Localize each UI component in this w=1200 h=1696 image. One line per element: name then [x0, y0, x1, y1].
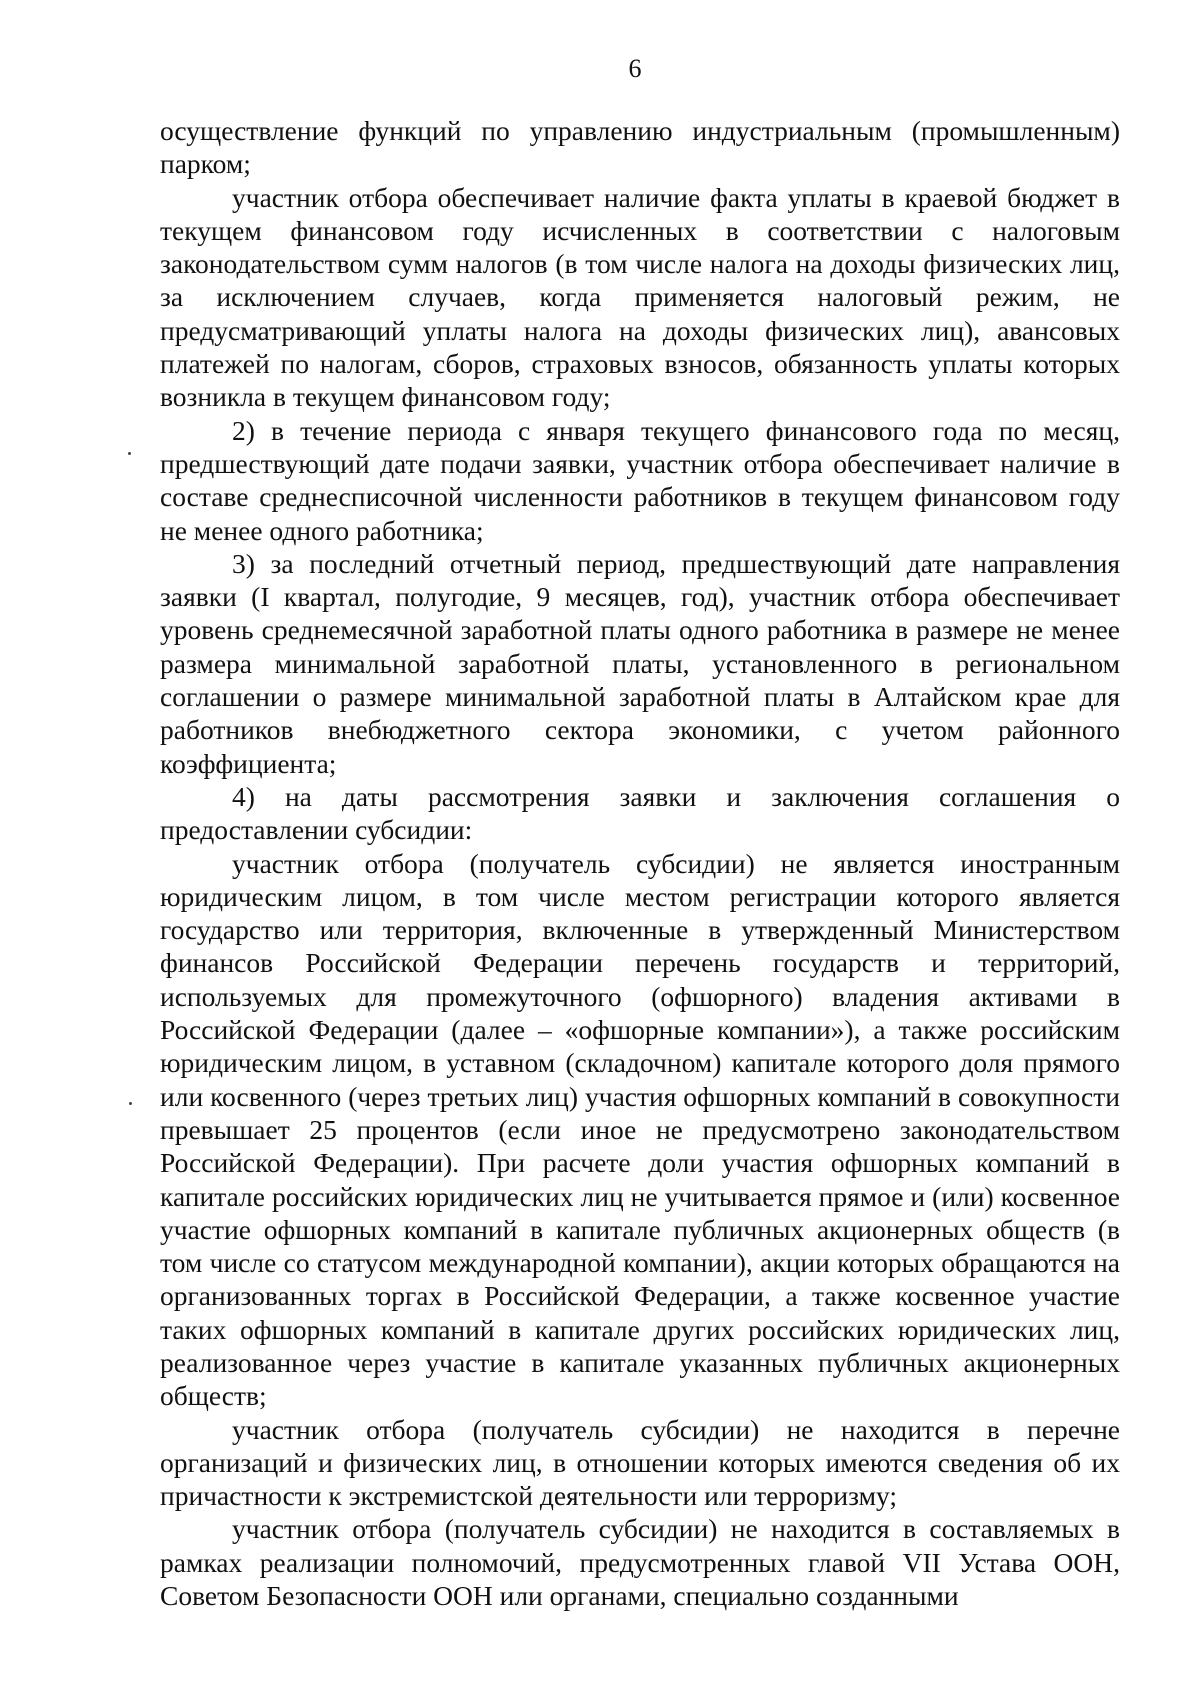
paragraph-1: осуществление функций по управлению индустриальным (промышленным) парком; — [160, 115, 1120, 180]
paragraph-7: участник отбора (получатель субсидии) не находится в перечне организаций и физических лиц, в отношении которых имеются сведения об их причастности к экстремистской деятельности или терроризму; — [160, 1413, 1120, 1512]
paragraph-4: 3) за последний отчетный период, предшествующий дате направления заявки (I квартал, полугодие, 9 месяцев, год), участник отбора обеспечивает уровень среднемесячной заработной платы одного работника в размере не менее размера минимальной заработной платы, установленного в региональном соглашении о размере минимальной заработной платы в Алтайском крае для работников внебюджетного сектора экономики, с учетом районного коэффициента; — [160, 547, 1120, 779]
page-number: 6 — [628, 54, 642, 83]
paragraph-2: участник отбора обеспечивает наличие факта уплаты в краевой бюджет в текущем финансовом году исчисленных в соответствии с налоговым законодательством сумм налогов (в том числе налога на доходы физических лиц, за исключением случаев, когда применяется налоговый режим, не предусматривающий уплаты налога на доходы физических лиц), авансовых платежей по налогам, сборов, страховых взносов, обязанность уплаты которых возникла в текущем финансовом году; — [160, 181, 1120, 413]
scan-speck — [128, 452, 131, 455]
paragraph-6: участник отбора (получатель субсидии) не является иностранным юридическим лицом, в том числе местом регистрации которого является государство или территория, включенные в утвержденный Министерством финансов Российской Федерации перечень государств и территорий, используемых для промежуточного (офшорного) владения активами в Российской Федерации (далее – «офшорные компании»), а также российским юридическим лицом, в уставном (складочном) капитале которого доля прямого или косвенного (через третьих лиц) участия офшорных компаний в совокупности превышает 25 процентов (если иное не предусмотрено законодательством Российской Федерации). При расчете доли участия офшорных компаний в капитале российских юридических лиц не учитывается прямое и (или) косвенное участие офшорных компаний в капитале публичных акционерных обществ (в том числе со статусом международной компании), акции которых обращаются на организованных торгах в Российской Федерации, а также косвенное участие таких офшорных компаний в капитале других российских юридических лиц, реализованное через участие в капитале указанных публичных акционерных обществ; — [160, 847, 1120, 1412]
paragraph-5: 4) на даты рассмотрения заявки и заключения соглашения о предоставлении субсидии: — [160, 780, 1120, 846]
paragraph-3: 2) в течение периода с января текущего финансового года по месяц, предшествующий дате подачи заявки, участник отбора обеспечивает наличие в составе среднесписочной численности работников в текущем финансовом году не менее одного работника; — [160, 414, 1120, 546]
scan-speck — [129, 1102, 132, 1105]
document-body — [160, 114, 1120, 1612]
paragraph-8: участник отбора (получатель субсидии) не находится в составляемых в рамках реализации полномочий, предусмотренных главой VII Устава ООН, Советом Безопасности ООН или органами, специально созданными — [160, 1513, 1120, 1612]
